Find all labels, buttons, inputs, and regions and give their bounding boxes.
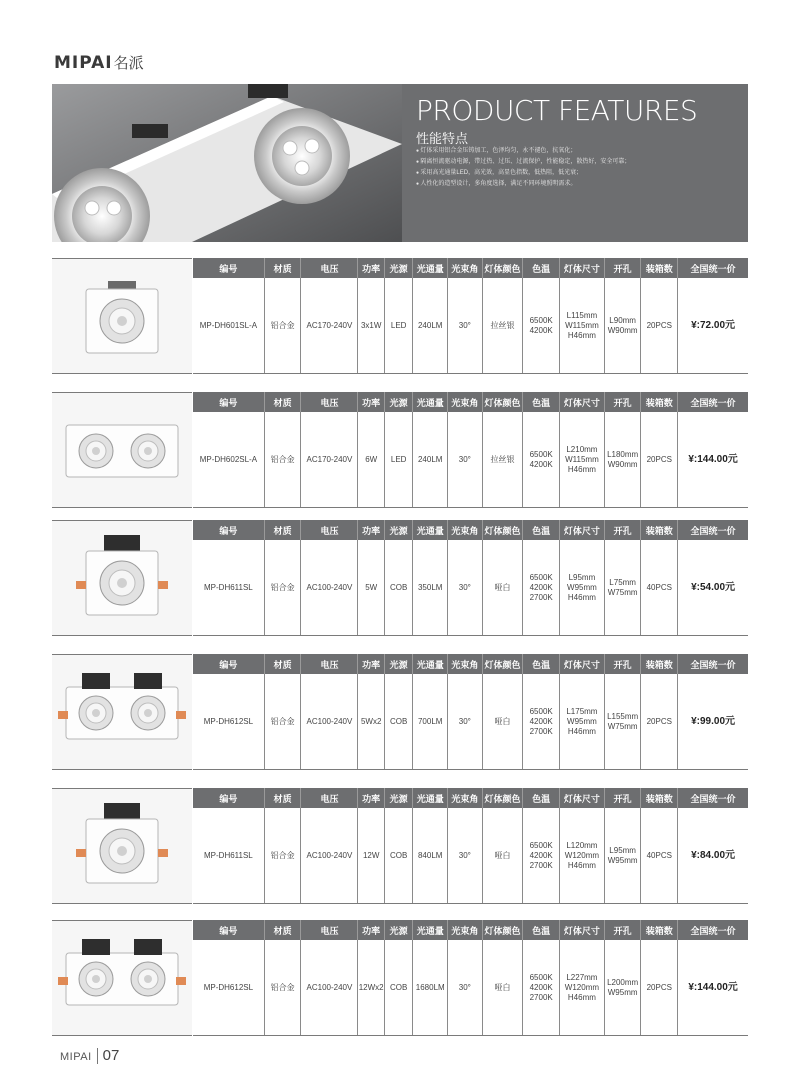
column-header: 装箱数: [641, 258, 678, 278]
column-header: 装箱数: [641, 654, 678, 674]
column-header: 光源: [384, 654, 413, 674]
column-header: 功率: [358, 654, 384, 674]
spec-voltage: AC100-240V: [301, 674, 358, 770]
spec-flux: 350LM: [413, 540, 448, 636]
spec-pack: 40PCS: [641, 808, 678, 904]
spec-source: LED: [384, 278, 413, 374]
spec-cutout: L95mm W95mm: [604, 808, 641, 904]
column-header: 电压: [301, 788, 358, 808]
spec-source: COB: [384, 940, 413, 1036]
spec-size: L227mm W120mm H46mm: [560, 940, 605, 1036]
spec-cutout: L90mm W90mm: [604, 278, 641, 374]
logo-text-cn: 名派: [113, 54, 144, 72]
column-header: 色温: [523, 920, 560, 940]
column-header: 光束角: [448, 520, 483, 540]
column-header: 灯体尺寸: [560, 520, 605, 540]
spec-header-row: [193, 654, 748, 674]
spec-size: L120mm W120mm H46mm: [560, 808, 605, 904]
column-header: 开孔: [604, 788, 641, 808]
spec-material: 铝合金: [264, 808, 301, 904]
column-header: 光源: [384, 520, 413, 540]
column-header: 色温: [523, 788, 560, 808]
column-header: 灯体颜色: [482, 788, 523, 808]
spec-size: L210mm W115mm H46mm: [560, 412, 605, 508]
column-header: 光束角: [448, 920, 483, 940]
column-header: 光源: [384, 788, 413, 808]
product-photo: [52, 392, 192, 508]
table-row: [193, 540, 748, 636]
column-header: 灯体尺寸: [560, 788, 605, 808]
column-header: 光束角: [448, 654, 483, 674]
page-footer: [60, 1047, 119, 1064]
spec-flux: 240LM: [413, 278, 448, 374]
column-header: 装箱数: [641, 392, 678, 412]
column-header: 电压: [301, 520, 358, 540]
spec-price: ¥:84.00元: [678, 808, 748, 904]
column-header: 编号: [193, 392, 264, 412]
column-header: 装箱数: [641, 520, 678, 540]
spec-cutout: L200mm W95mm: [604, 940, 641, 1036]
table-row: [193, 674, 748, 770]
spec-source: COB: [384, 808, 413, 904]
spec-header-row: [193, 788, 748, 808]
column-header: 光束角: [448, 392, 483, 412]
column-header: 光源: [384, 392, 413, 412]
spec-beam: 30°: [448, 940, 483, 1036]
spec-model: MP-DH612SL: [193, 674, 264, 770]
column-header: 光束角: [448, 788, 483, 808]
column-header: 色温: [523, 392, 560, 412]
brand-logo: [54, 52, 144, 73]
spec-material: 铝合金: [264, 412, 301, 508]
spec-beam: 30°: [448, 412, 483, 508]
column-header: 开孔: [604, 520, 641, 540]
column-header: 材质: [264, 520, 301, 540]
spec-cct: 6500K 4200K 2700K: [523, 808, 560, 904]
product-block: [52, 520, 748, 636]
table-row: [193, 940, 748, 1036]
spec-header-row: [193, 920, 748, 940]
column-header: 开孔: [604, 392, 641, 412]
column-header: 全国统一价: [678, 920, 748, 940]
column-header: 编号: [193, 258, 264, 278]
column-header: 编号: [193, 788, 264, 808]
spec-price: ¥:54.00元: [678, 540, 748, 636]
column-header: 灯体颜色: [482, 654, 523, 674]
column-header: 灯体尺寸: [560, 258, 605, 278]
spec-cct: 6500K 4200K: [523, 278, 560, 374]
spec-header-row: [193, 392, 748, 412]
column-header: 材质: [264, 788, 301, 808]
spec-power: 6W: [358, 412, 384, 508]
column-header: 电压: [301, 258, 358, 278]
spec-table: [193, 520, 748, 636]
column-header: 色温: [523, 654, 560, 674]
column-header: 电压: [301, 392, 358, 412]
column-header: 灯体颜色: [482, 258, 523, 278]
spec-color: 哑白: [482, 674, 523, 770]
spec-cutout: L155mm W75mm: [604, 674, 641, 770]
banner-subtitle: 性能特点: [416, 131, 469, 146]
spec-size: L115mm W115mm H46mm: [560, 278, 605, 374]
spec-price: ¥:144.00元: [678, 940, 748, 1036]
spec-voltage: AC100-240V: [301, 540, 358, 636]
column-header: 材质: [264, 654, 301, 674]
spec-material: 铝合金: [264, 940, 301, 1036]
column-header: 全国统一价: [678, 392, 748, 412]
column-header: 全国统一价: [678, 520, 748, 540]
spec-flux: 1680LM: [413, 940, 448, 1036]
spec-table: [193, 392, 748, 508]
spec-beam: 30°: [448, 674, 483, 770]
product-photo: [52, 920, 192, 1036]
column-header: 灯体尺寸: [560, 920, 605, 940]
logo-text-en: MIPAI: [54, 53, 113, 73]
column-header: 光源: [384, 258, 413, 278]
spec-power: 5Wx2: [358, 674, 384, 770]
spec-color: 哑白: [482, 540, 523, 636]
spec-voltage: AC100-240V: [301, 808, 358, 904]
column-header: 全国统一价: [678, 258, 748, 278]
spec-cct: 6500K 4200K 2700K: [523, 940, 560, 1036]
spec-price: ¥:99.00元: [678, 674, 748, 770]
spec-material: 铝合金: [264, 540, 301, 636]
column-header: 光通量: [413, 920, 448, 940]
column-header: 灯体尺寸: [560, 654, 605, 674]
column-header: 灯体颜色: [482, 520, 523, 540]
column-header: 装箱数: [641, 788, 678, 808]
page-number: 07: [102, 1047, 120, 1064]
column-header: 光通量: [413, 392, 448, 412]
spec-table: [193, 920, 748, 1036]
spec-pack: 20PCS: [641, 940, 678, 1036]
spec-power: 5W: [358, 540, 384, 636]
spec-pack: 20PCS: [641, 674, 678, 770]
features-banner: [52, 84, 748, 242]
banner-product-photo: [52, 84, 402, 242]
spec-table: [193, 788, 748, 904]
column-header: 开孔: [604, 920, 641, 940]
product-photo: [52, 520, 192, 636]
spec-pack: 40PCS: [641, 540, 678, 636]
spec-cutout: L180mm W90mm: [604, 412, 641, 508]
spec-price: ¥:72.00元: [678, 278, 748, 374]
feature-item: ● 采用高光通量LED，高光效，高显色指数，低热阻，低光衰；: [416, 168, 630, 179]
product-block: [52, 392, 748, 508]
column-header: 光源: [384, 920, 413, 940]
column-header: 灯体尺寸: [560, 392, 605, 412]
spec-model: MP-DH612SL: [193, 940, 264, 1036]
footer-divider: [97, 1048, 98, 1064]
column-header: 编号: [193, 654, 264, 674]
spec-source: LED: [384, 412, 413, 508]
footer-brand: MIPAI: [60, 1051, 92, 1063]
spec-source: COB: [384, 540, 413, 636]
product-block: [52, 920, 748, 1036]
column-header: 光通量: [413, 654, 448, 674]
spec-color: 哑白: [482, 940, 523, 1036]
table-row: [193, 278, 748, 374]
column-header: 装箱数: [641, 920, 678, 940]
column-header: 功率: [358, 788, 384, 808]
spec-color: 拉丝银: [482, 278, 523, 374]
column-header: 材质: [264, 392, 301, 412]
product-photo: [52, 788, 192, 904]
column-header: 编号: [193, 520, 264, 540]
spec-voltage: AC170-240V: [301, 412, 358, 508]
table-row: [193, 808, 748, 904]
column-header: 光束角: [448, 258, 483, 278]
spec-cct: 6500K 4200K 2700K: [523, 540, 560, 636]
product-block: [52, 654, 748, 770]
product-block: [52, 788, 748, 904]
spec-power: 12Wx2: [358, 940, 384, 1036]
spec-cct: 6500K 4200K 2700K: [523, 674, 560, 770]
spec-size: L95mm W95mm H46mm: [560, 540, 605, 636]
spec-voltage: AC170-240V: [301, 278, 358, 374]
spec-header-row: [193, 258, 748, 278]
column-header: 功率: [358, 920, 384, 940]
column-header: 色温: [523, 258, 560, 278]
column-header: 电压: [301, 654, 358, 674]
spec-cct: 6500K 4200K: [523, 412, 560, 508]
spec-power: 3x1W: [358, 278, 384, 374]
spec-color: 哑白: [482, 808, 523, 904]
column-header: 功率: [358, 392, 384, 412]
column-header: 全国统一价: [678, 788, 748, 808]
spec-model: MP-DH611SL: [193, 808, 264, 904]
spec-source: COB: [384, 674, 413, 770]
spec-flux: 840LM: [413, 808, 448, 904]
spec-beam: 30°: [448, 278, 483, 374]
spec-size: L175mm W95mm H46mm: [560, 674, 605, 770]
features-list: [416, 146, 630, 190]
spec-price: ¥:144.00元: [678, 412, 748, 508]
spec-table: [193, 654, 748, 770]
column-header: 材质: [264, 258, 301, 278]
column-header: 光通量: [413, 788, 448, 808]
spec-beam: 30°: [448, 540, 483, 636]
banner-title: PRODUCT FEATURES: [416, 94, 698, 127]
feature-item: ● 人性化的造型设计，多角度选择，满足不同环境照明需求。: [416, 179, 630, 190]
spec-model: MP-DH602SL-A: [193, 412, 264, 508]
product-photo: [52, 258, 192, 374]
spec-model: MP-DH601SL-A: [193, 278, 264, 374]
spec-pack: 20PCS: [641, 412, 678, 508]
feature-item: ● 隔离恒流驱动电源，带过热、过压、过流保护，性能稳定，散热好，安全可靠；: [416, 157, 630, 168]
feature-item: ● 灯体采用铝合金压铸加工，色泽均匀，永不褪色，抗氧化；: [416, 146, 630, 157]
column-header: 材质: [264, 920, 301, 940]
column-header: 开孔: [604, 258, 641, 278]
column-header: 开孔: [604, 654, 641, 674]
spec-beam: 30°: [448, 808, 483, 904]
column-header: 光通量: [413, 520, 448, 540]
column-header: 色温: [523, 520, 560, 540]
spec-power: 12W: [358, 808, 384, 904]
column-header: 灯体颜色: [482, 920, 523, 940]
column-header: 光通量: [413, 258, 448, 278]
spec-flux: 240LM: [413, 412, 448, 508]
spec-cutout: L75mm W75mm: [604, 540, 641, 636]
spec-color: 拉丝银: [482, 412, 523, 508]
product-block: [52, 258, 748, 374]
product-photo: [52, 654, 192, 770]
column-header: 电压: [301, 920, 358, 940]
spec-header-row: [193, 520, 748, 540]
spec-material: 铝合金: [264, 674, 301, 770]
spec-voltage: AC100-240V: [301, 940, 358, 1036]
spec-table: [193, 258, 748, 374]
column-header: 编号: [193, 920, 264, 940]
table-row: [193, 412, 748, 508]
column-header: 全国统一价: [678, 654, 748, 674]
spec-pack: 20PCS: [641, 278, 678, 374]
column-header: 功率: [358, 258, 384, 278]
spec-material: 铝合金: [264, 278, 301, 374]
column-header: 功率: [358, 520, 384, 540]
spec-flux: 700LM: [413, 674, 448, 770]
spec-model: MP-DH611SL: [193, 540, 264, 636]
column-header: 灯体颜色: [482, 392, 523, 412]
